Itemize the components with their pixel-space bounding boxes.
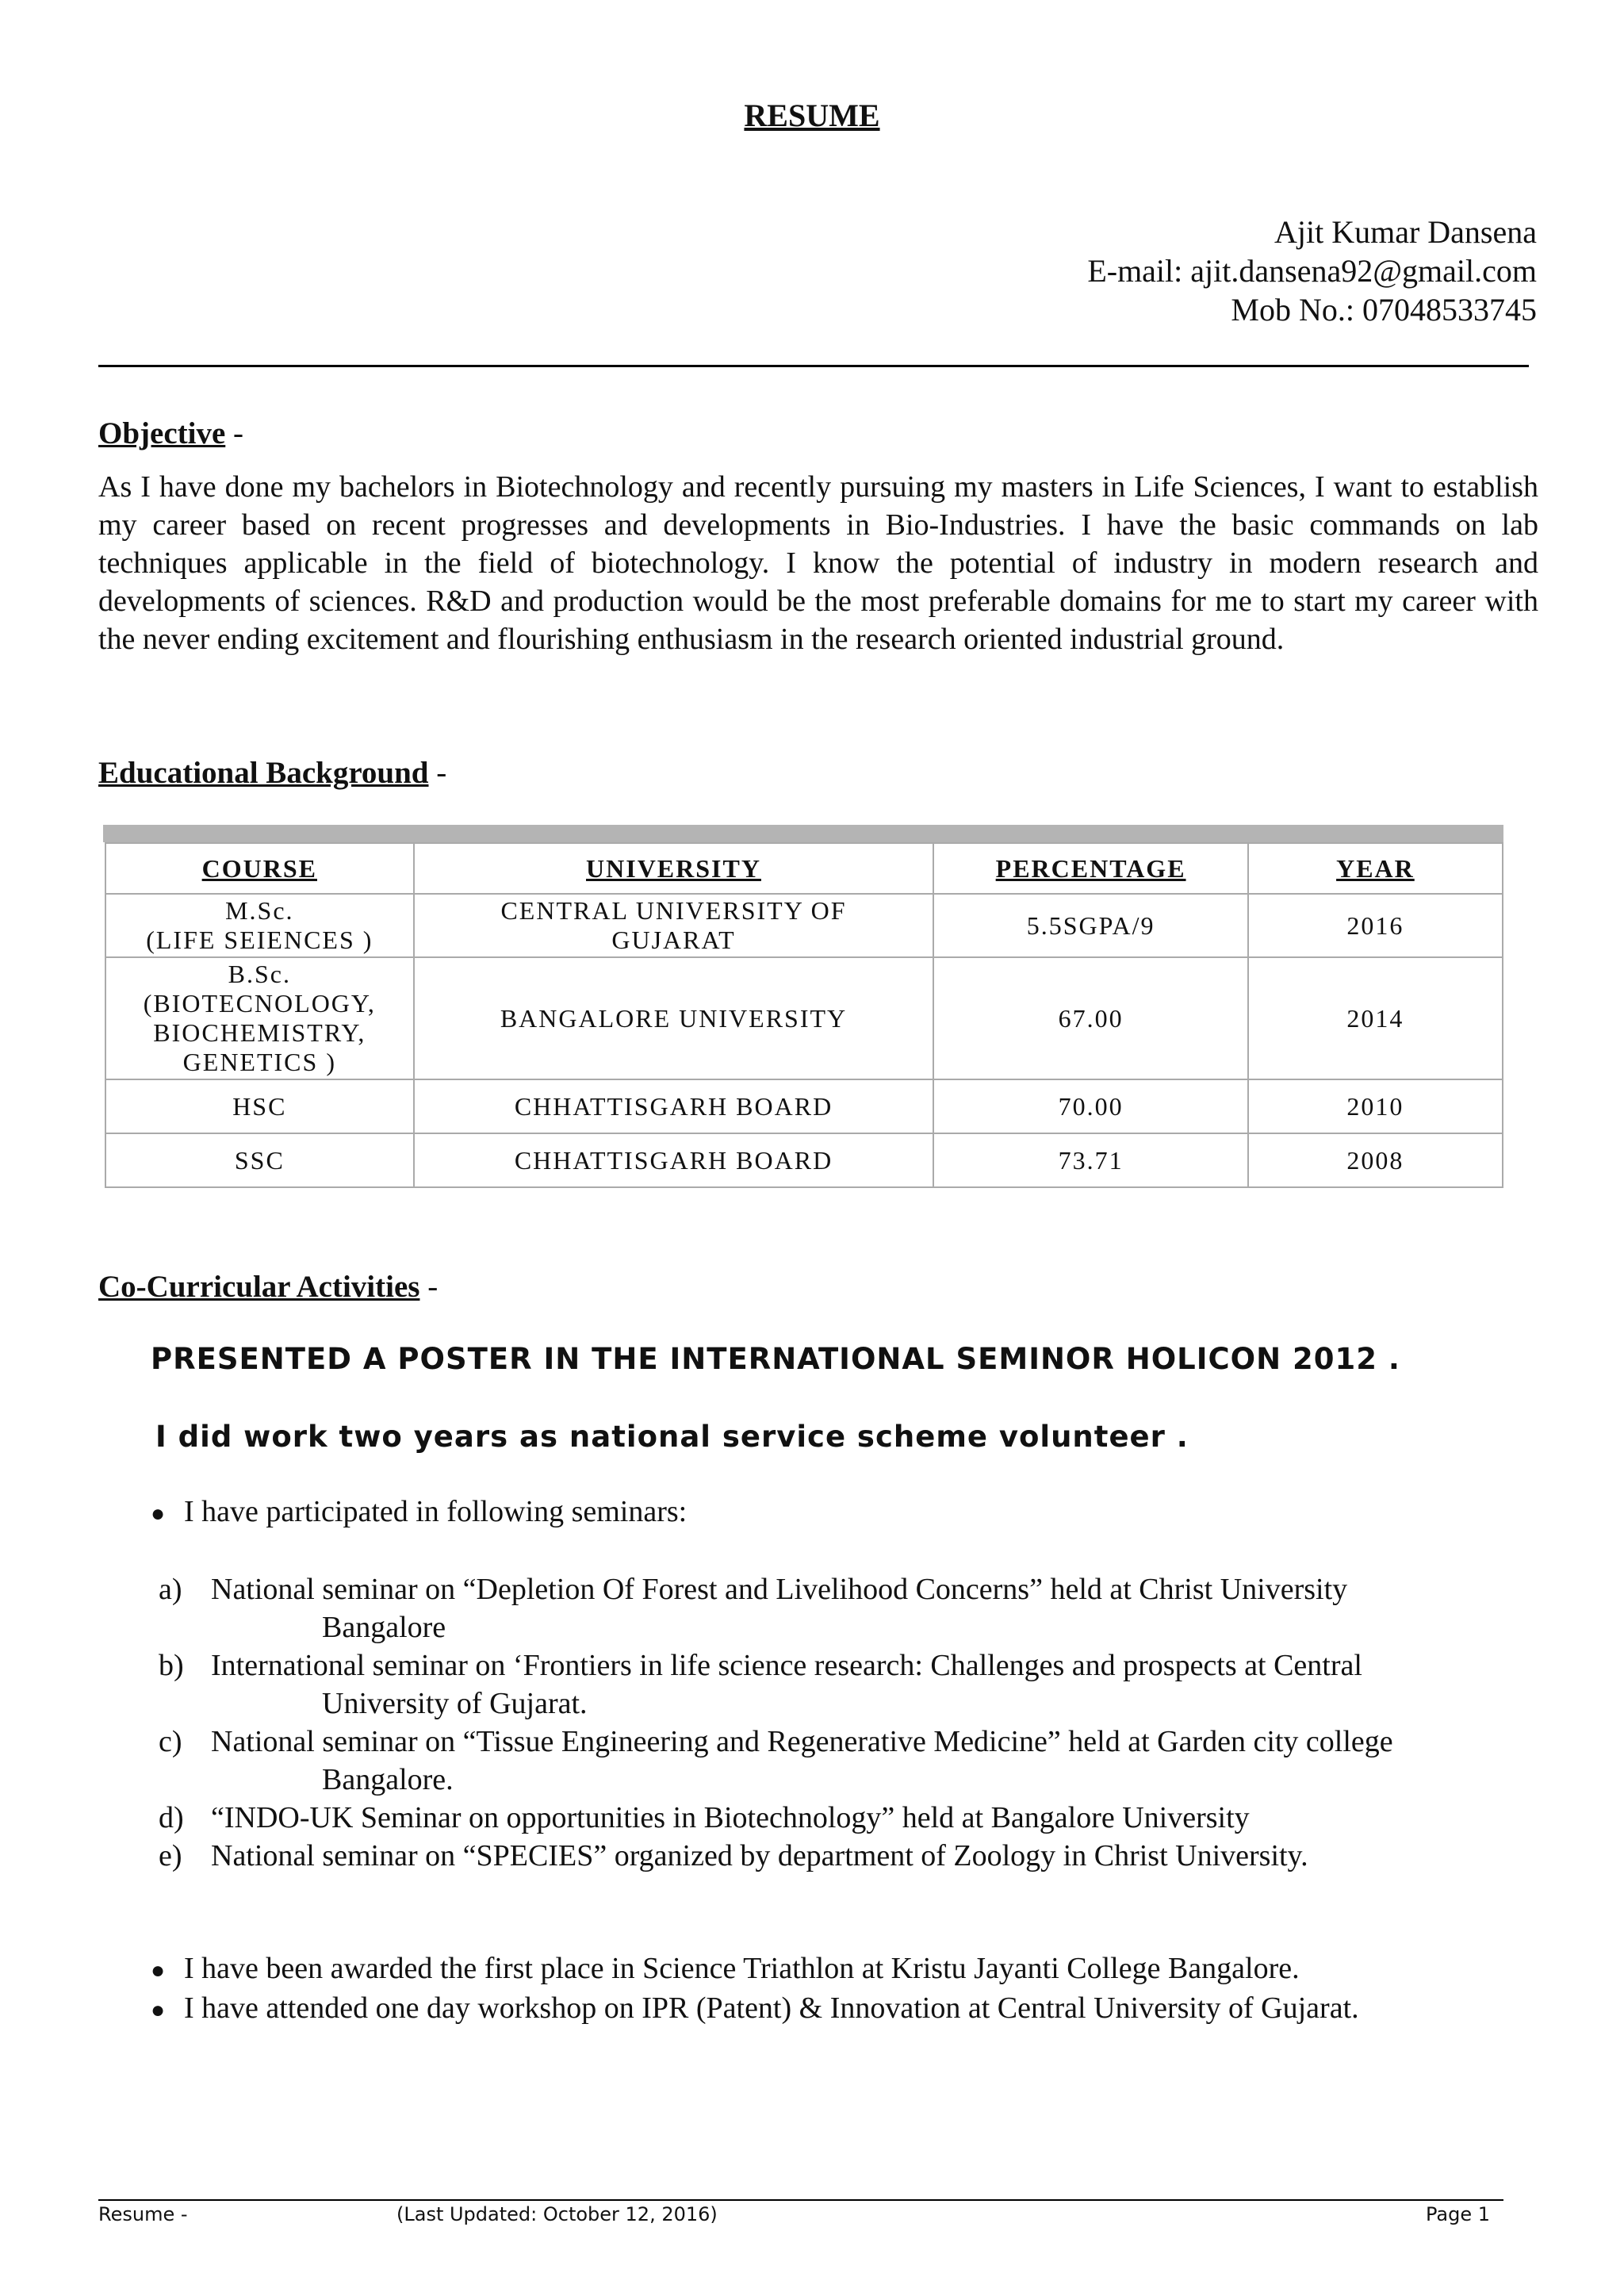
course-line: GENETICS ) — [182, 1048, 336, 1076]
seminar-list — [159, 1570, 1538, 1875]
footer-updated: (Last Updated: October 12, 2016) — [396, 2203, 718, 2225]
footer-page: Page 1 — [1426, 2203, 1490, 2225]
footer-left: Resume - — [98, 2203, 188, 2225]
footer-divider — [98, 2199, 1503, 2201]
header-divider — [98, 365, 1529, 367]
year-cell: 2008 — [1248, 1133, 1503, 1187]
university-line: CHHATTISGARH BOARD — [514, 1091, 833, 1121]
objective-heading-label: Objective — [98, 416, 226, 450]
university-cell — [414, 1079, 934, 1133]
course-line: (BIOTECNOLOGY, — [143, 989, 376, 1018]
cocurricular-heading — [98, 1269, 438, 1305]
objective-text: As I have done my bachelors in Biotechnology and recently pursuing my masters in Life Sciences, I want to establish my career based on recent progresses and developments in Bio-Industries. I have the basic commands on lab techniques applicable in the field of biotechnology. I know the potential of industry in modern research and developments of sciences. R&D and production would be the most preferable domains for me to start my career with the never ending excitement and flourishing enthusiasm in the research oriented industrial ground. — [98, 470, 1538, 656]
seminars-intro-text: I have participated in following seminars: — [184, 1495, 688, 1528]
list-text: National seminar on “SPECIES” organized by department of Zoology in Christ University. — [211, 1839, 1308, 1872]
bullet-icon: ● — [151, 1997, 166, 2023]
bullet-icon: ● — [151, 1957, 166, 1984]
list-text-cont: Bangalore — [322, 1611, 446, 1644]
list-item — [159, 1837, 1538, 1875]
list-text: “INDO-UK Seminar on opportunities in Biotechnology” held at Bangalore University — [211, 1801, 1250, 1834]
university-line: GUJARAT — [611, 926, 736, 954]
bullet-icon: ● — [151, 1501, 166, 1527]
list-text: National seminar on “Depletion Of Forest and Livelihood Concerns” held at Christ University — [211, 1573, 1348, 1606]
education-heading — [98, 755, 446, 791]
course-cell — [105, 957, 414, 1079]
course-cell — [105, 1133, 414, 1187]
table-row — [105, 1079, 1503, 1133]
course-cell — [105, 1079, 414, 1133]
education-heading-suffix: - — [428, 756, 447, 790]
year-cell: 2010 — [1248, 1079, 1503, 1133]
course-line: M.Sc. — [225, 896, 294, 925]
award-bullet — [151, 1991, 1359, 2026]
education-table — [105, 842, 1503, 1188]
university-cell — [414, 957, 934, 1079]
course-line: B.Sc. — [228, 960, 291, 988]
contact-block — [1087, 213, 1537, 329]
course-cell — [105, 894, 414, 957]
seminars-intro — [151, 1494, 687, 1529]
table-row — [105, 894, 1503, 957]
award-text: I have been awarded the first place in Science Triathlon at Kristu Jayanti College Bangalore. — [184, 1952, 1300, 1985]
contact-email: E-mail: ajit.dansena92@gmail.com — [1087, 253, 1537, 289]
list-label: d) — [159, 1801, 184, 1834]
list-label: e) — [159, 1839, 182, 1872]
university-cell — [414, 894, 934, 957]
cocurricular-heading-label: Co-Curricular Activities — [98, 1270, 420, 1304]
list-item — [159, 1570, 1538, 1646]
percentage-cell: 70.00 — [933, 1079, 1247, 1133]
education-heading-label: Educational Background — [98, 756, 429, 790]
table-row — [105, 957, 1503, 1079]
university-line: BANGALORE UNIVERSITY — [500, 1003, 848, 1033]
award-bullet — [151, 1951, 1300, 1986]
list-item — [159, 1723, 1538, 1799]
list-text-cont: Bangalore. — [322, 1763, 454, 1796]
percentage-cell: 73.71 — [933, 1133, 1247, 1187]
contact-name: Ajit Kumar Dansena — [1274, 214, 1537, 250]
contact-mobile: Mob No.: 07048533745 — [1231, 292, 1537, 328]
list-text-cont: University of Gujarat. — [322, 1687, 588, 1720]
university-line: CHHATTISGARH BOARD — [514, 1145, 833, 1175]
header-course: COURSE — [105, 843, 414, 894]
award-text: I have attended one day workshop on IPR (Patent) & Innovation at Central University of Gujarat. — [184, 1991, 1359, 2025]
percentage-cell: 67.00 — [933, 957, 1247, 1079]
poster-highlight: PRESENTED A POSTER IN THE INTERNATIONAL SEMINOR HOLICON 2012 . — [151, 1342, 1400, 1376]
year-cell: 2014 — [1248, 957, 1503, 1079]
university-cell — [414, 1133, 934, 1187]
course-line: SSC — [234, 1145, 285, 1175]
resume-title: RESUME — [744, 98, 880, 133]
course-line: BIOCHEMISTRY, — [153, 1018, 366, 1047]
list-label: b) — [159, 1649, 184, 1682]
list-label: a) — [159, 1573, 182, 1606]
course-line: HSC — [232, 1091, 287, 1121]
university-line: CENTRAL UNIVERSITY OF — [500, 896, 847, 925]
objective-heading-suffix: - — [225, 416, 244, 450]
table-header-row — [105, 843, 1503, 894]
list-text: National seminar on “Tissue Engineering and Regenerative Medicine” held at Garden city college — [211, 1725, 1393, 1758]
header-year: YEAR — [1248, 843, 1503, 894]
header-university: UNIVERSITY — [414, 843, 934, 894]
percentage-cell: 5.5SGPA/9 — [933, 894, 1247, 957]
objective-heading — [98, 416, 243, 451]
list-item — [159, 1799, 1538, 1837]
cocurricular-heading-suffix: - — [419, 1270, 439, 1304]
year-cell: 2016 — [1248, 894, 1503, 957]
nss-highlight: I did work two years as national service scheme volunteer . — [155, 1420, 1189, 1454]
table-top-bar — [103, 825, 1503, 842]
course-line: (LIFE SEIENCES ) — [146, 926, 373, 954]
list-item — [159, 1646, 1538, 1723]
list-text: International seminar on ‘Frontiers in life science research: Challenges and prospects at Central — [211, 1649, 1362, 1682]
header-percentage: PERCENTAGE — [933, 843, 1247, 894]
table-row — [105, 1133, 1503, 1187]
list-label: c) — [159, 1725, 182, 1758]
